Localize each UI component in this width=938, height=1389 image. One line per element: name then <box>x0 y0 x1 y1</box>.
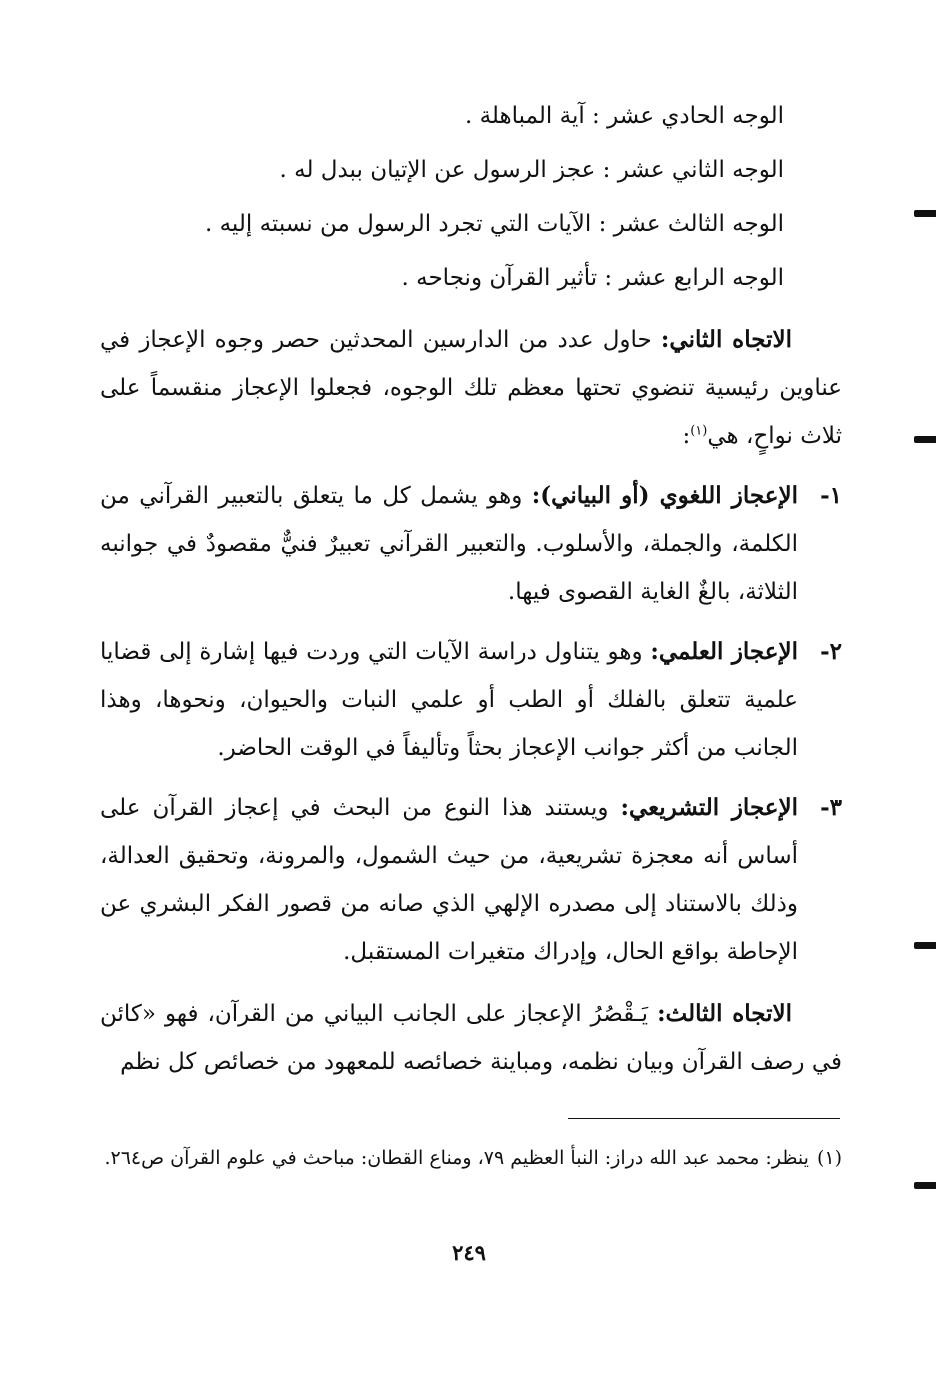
second-trend-heading: الاتجاه الثاني: <box>660 326 792 353</box>
second-trend-end: : <box>682 423 691 449</box>
aspect-line: الوجه الثاني عشر : عجز الرسول عن الإتيان ببدل له . <box>279 157 784 183</box>
third-trend-heading: الاتجاه الثالث: <box>657 1000 793 1027</box>
footnote-ref[interactable]: (١) <box>690 423 708 439</box>
item-text: وهو يتناول دراسة الآيات التي وردت فيها إشارة إلى قضايا علمية تتعلق بالفلك أو الطب أو علمي النبات والحيوان، ونحوها، وهذا الجانب من أكثر جوانب الإعجاز بحثاً وتأليفاً في الوقت الحاضر. <box>100 639 798 761</box>
aspect-line: الوجه الحادي عشر : آية المباهلة . <box>464 103 784 129</box>
item-number: ٣- <box>820 794 842 821</box>
item-title: الإعجاز التشريعي: <box>620 794 799 821</box>
aspect-line: الوجه الرابع عشر : تأثير القرآن ونجاحه . <box>401 265 784 291</box>
footnote-number: (١) <box>816 1147 842 1169</box>
item-title: الإعجاز العلمي: <box>650 638 799 665</box>
item-title: الإعجاز اللغوي (أو البياني): <box>531 482 798 509</box>
item-text: ويستند هذا النوع من البحث في إعجاز القرآن على أساس أنه معجزة تشريعية، من حيث الشمول، والمرونة، وتحقيق العدالة، وذلك بالاستناد إلى مصدره الإلهي الذي صانه من قصور الفكر البشري عن الإحاطة بواقع الحال، وإدراك متغيرات المستقبل. <box>100 795 798 965</box>
edge-mark <box>914 1182 936 1189</box>
item-number: ٢- <box>820 638 842 665</box>
page-number: ٢٤٩ <box>452 1240 486 1265</box>
footnote-text: ينظر: محمد عبد الله دراز: النبأ العظيم ٧٩، ومناع القطان: مباحث في علوم القرآن ص٢٦٤. <box>104 1147 809 1169</box>
footnote <box>100 1138 842 1178</box>
item-number: ١- <box>820 482 842 509</box>
second-trend-paragraph <box>100 316 842 460</box>
item-text: وهو يشمل كل ما يتعلق بالتعبير القرآني من الكلمة، والجملة، والأسلوب. والتعبير القرآني تعبيرٌ فنيٌّ مقصودٌ في جوانبه الثلاثة، بالغٌ الغاية القصوى فيها. <box>100 483 798 605</box>
page-body <box>100 92 842 1086</box>
list-item <box>100 784 842 976</box>
edge-mark <box>914 436 936 443</box>
edge-mark <box>914 210 936 217</box>
footnote-divider <box>568 1118 840 1119</box>
aspect-line: الوجه الثالث عشر : الآيات التي تجرد الرسول من نسبته إليه . <box>204 211 784 237</box>
list-item <box>100 472 842 616</box>
third-trend-text: يَـقْصُرُ الإعجاز على الجانب البياني من القرآن، فهو «كائن في رصف القرآن وبيان نظمه، ومباينة خصائصه للمعهود من خصائص كل نظم <box>100 1001 842 1075</box>
second-trend-text: حاول عدد من الدارسين المحدثين حصر وجوه الإعجاز في عناوين رئيسية تنضوي تحتها معظم تلك الوجوه، فجعلوا الإعجاز منقسماً على ثلاث نواحٍ، هي <box>100 327 842 449</box>
third-trend-paragraph <box>100 990 842 1086</box>
list-item <box>100 628 842 772</box>
edge-mark <box>914 942 936 949</box>
